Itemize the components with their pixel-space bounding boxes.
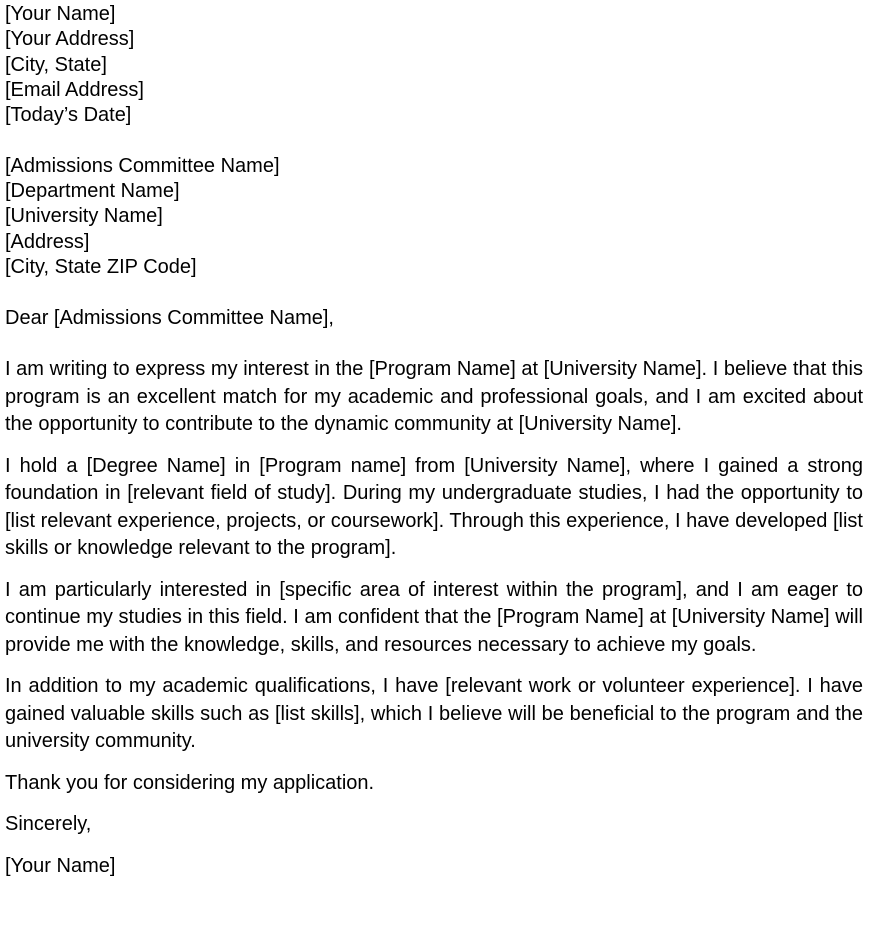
recipient-block	[5, 154, 863, 280]
letter-date: [Today’s Date]	[5, 104, 132, 127]
recipient-address: [Address]	[5, 230, 90, 253]
body-paragraph-experience: In addition to my academic qualifications, I have [relevant work or volunteer experience]. I have gained valuable skills such as [list skills], which I believe will be beneficial to the program and the university community.	[5, 675, 863, 753]
body-paragraph-education: I hold a [Degree Name] in [Program name] from [University Name], where I gained a strong foundation in [relevant field of study]. During my undergraduate studies, I had the opportunity to [list relevant experience, projects, or coursework]. Through this experience, I have developed [list skills or knowledge relevant to the program].	[5, 454, 863, 560]
recipient-department: [Department Name]	[5, 180, 180, 203]
sender-city-state: [City, State]	[5, 53, 107, 76]
sender-address: [Your Address]	[5, 28, 135, 51]
letter-document	[5, 2, 863, 894]
spacer	[5, 331, 863, 356]
sender-block	[5, 2, 863, 128]
sender-email: [Email Address]	[5, 78, 144, 101]
recipient-city-state-zip: [City, State ZIP Code]	[5, 255, 197, 278]
spacer	[5, 128, 863, 153]
recipient-university: [University Name]	[5, 205, 163, 228]
thanks-line: Thank you for considering my application.	[5, 771, 375, 794]
body-paragraph-intro: I am writing to express my interest in the [Program Name] at [University Name]. I believe that this program is an excellent match for my academic and professional goals, and I am excited about the opportunity to contribute to the dynamic community at [University Name].	[5, 358, 863, 436]
signature-name: [Your Name]	[5, 854, 116, 877]
salutation: Dear [Admissions Committee Name],	[5, 306, 334, 329]
closing-line: Sincerely,	[5, 813, 92, 836]
sender-name: [Your Name]	[5, 3, 116, 25]
body-paragraph-interest: I am particularly interested in [specific area of interest within the program], and I am eager to continue my studies in this field. I am confident that the [Program Name] at [University Name] will provide me with the knowledge, skills, and resources necessary to achieve my goals.	[5, 578, 863, 656]
recipient-committee: [Admissions Committee Name]	[5, 154, 280, 177]
spacer	[5, 280, 863, 305]
